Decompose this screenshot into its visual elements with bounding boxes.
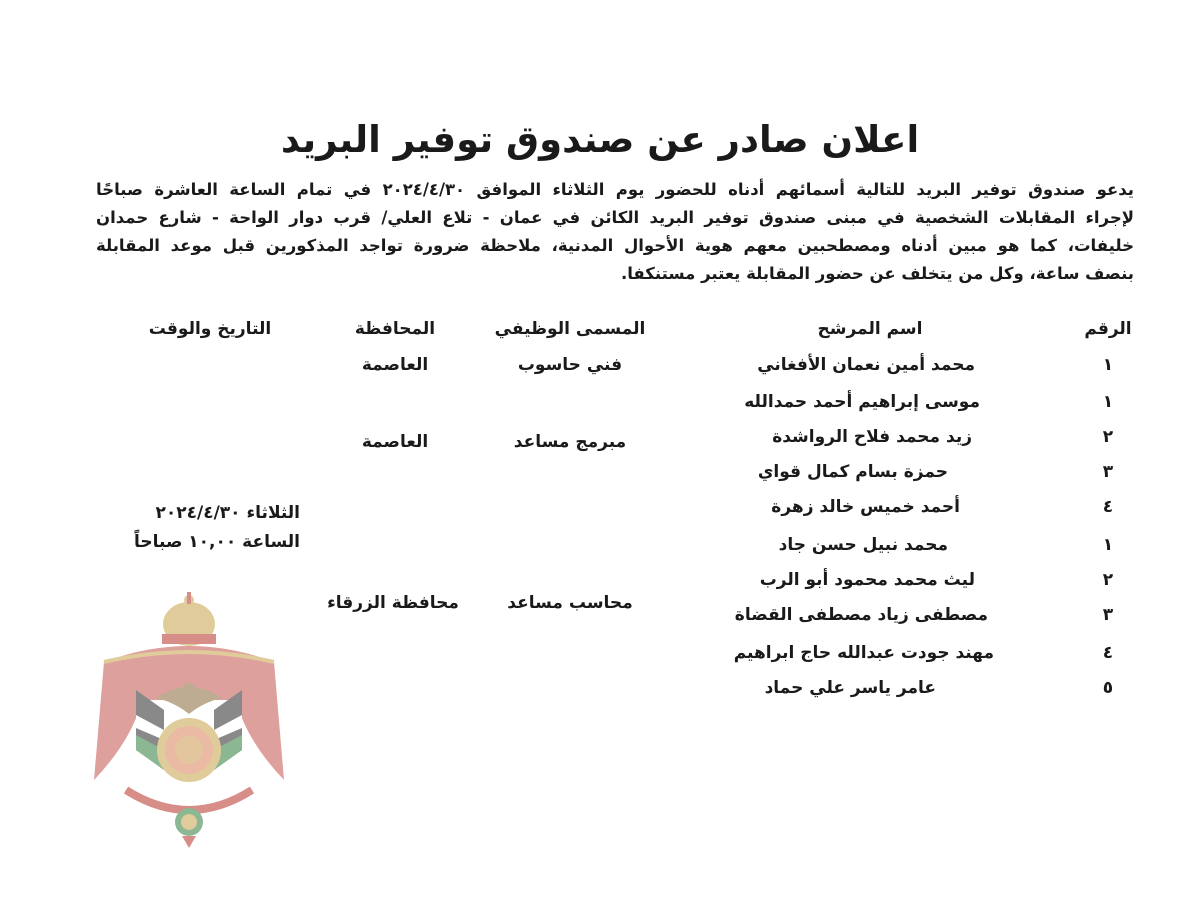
announcement-title: اعلان صادر عن صندوق توفير البريد	[280, 118, 920, 161]
row-number: ٢	[1102, 570, 1114, 590]
header-number: الرقم	[1084, 319, 1132, 339]
header-job-title: المسمى الوظيفي	[494, 319, 646, 339]
row-number: ١	[1102, 535, 1114, 555]
row-number: ٤	[1102, 497, 1114, 517]
row-number: ٥	[1102, 678, 1114, 698]
job-title: محاسب مساعد	[507, 593, 633, 613]
job-title: فني حاسوب	[517, 355, 623, 375]
governorate: العاصمة	[361, 432, 429, 452]
row-number: ١	[1102, 392, 1114, 412]
candidate-name: مهند جودت عبدالله حاج ابراهيم	[733, 643, 994, 663]
coat-of-arms-emblem	[86, 590, 292, 850]
candidate-name: حمزة بسام كمال قواي	[757, 462, 948, 482]
candidate-name: أحمد خميس خالد زهرة	[771, 497, 960, 517]
candidate-name: محمد نبيل حسن جاد	[778, 535, 948, 555]
intro-line: يدعو صندوق توفير البريد للتالية أسمائهم أدناه للحضور يوم الثلاثاء الموافق ٢٠٢٤/٤/٣٠ في تمام الساعة العاشرة صباحًا	[96, 180, 1135, 199]
governorate: العاصمة	[361, 355, 429, 375]
intro-line: لإجراء المقابلات الشخصية في مبنى صندوق توفير البريد الكائن في عمان - تلاع العلي/ قرب دوار الواحة - شارع حمدان	[96, 208, 1134, 227]
candidate-name: زيد محمد فلاح الرواشدة	[772, 427, 972, 447]
row-number: ٣	[1102, 605, 1114, 625]
candidate-name: عامر ياسر علي حماد	[764, 678, 936, 698]
intro-paragraph	[96, 176, 1134, 288]
header-governorate: المحافظة	[354, 319, 436, 339]
candidate-name: ليث محمد محمود أبو الرب	[759, 570, 975, 590]
candidate-name: مصطفى زياد مصطفى القضاة	[734, 605, 988, 625]
candidate-name: محمد أمين نعمان الأفغاني	[757, 355, 975, 375]
intro-line: خليفات، كما هو مبين أدناه ومصطحبين معهم هوية الأحوال المدنية، ملاحظة ضرورة تواجد المذكورين قبل موعد المقابلة	[96, 236, 1134, 255]
job-title: مبرمج مساعد	[513, 432, 627, 452]
interview-date: الثلاثاء ٢٠٢٤/٤/٣٠	[155, 503, 300, 523]
governorate: محافظة الزرقاء	[327, 593, 459, 613]
row-number: ٤	[1102, 643, 1114, 663]
row-number: ٢	[1102, 427, 1114, 447]
candidate-name: موسى إبراهيم أحمد حمدالله	[744, 392, 980, 412]
crown-icon	[162, 592, 216, 646]
interview-time: الساعة ١٠,٠٠ صباحاً	[133, 532, 300, 552]
row-number: ١	[1102, 355, 1114, 375]
intro-line: بنصف ساعة، وكل من يتخلف عن حضور المقابلة يعتبر مستنكفا.	[620, 264, 1134, 283]
row-number: ٣	[1102, 462, 1114, 482]
header-candidate-name: اسم المرشح	[817, 319, 923, 339]
header-datetime: التاريخ والوقت	[148, 319, 272, 339]
